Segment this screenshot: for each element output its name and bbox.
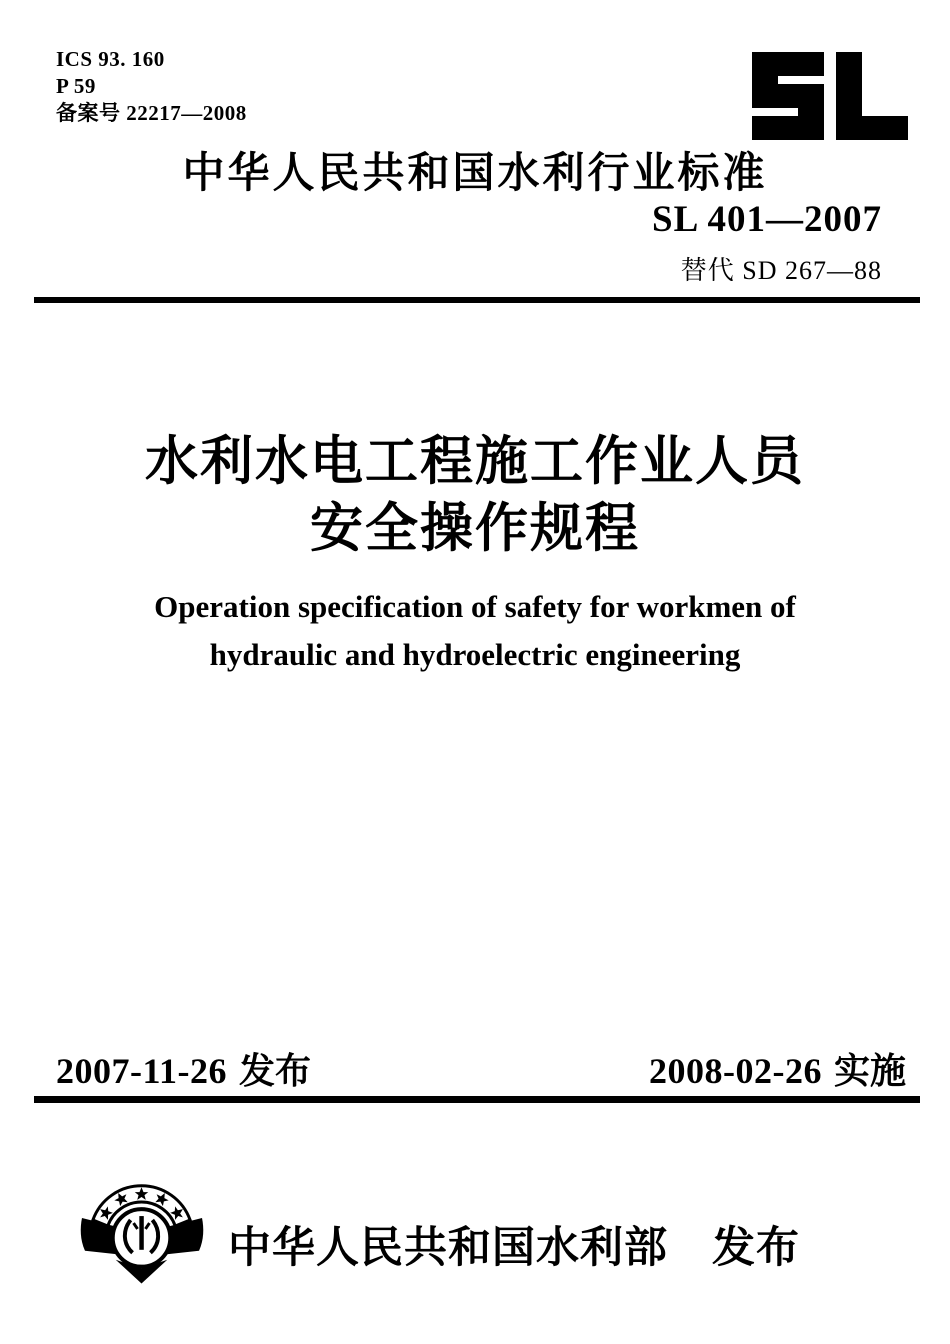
publisher-row <box>228 1214 800 1275</box>
implementation-date-value: 2008-02-26 <box>649 1051 822 1091</box>
standard-type-heading: 中华人民共和国水利行业标准 <box>182 149 768 196</box>
standard-code-block <box>652 198 882 287</box>
sl-logo-icon <box>752 52 908 140</box>
publisher-name: 中华人民共和国水利部 <box>228 1224 668 1272</box>
ics-code: ICS 93. 160 <box>56 47 165 71</box>
title-english-line1: Operation specification of safety for workmen of <box>154 589 796 624</box>
registration-block <box>56 46 247 127</box>
implementation-date <box>649 1043 906 1094</box>
superseded-standard: 替代 SD 267—88 <box>680 256 882 285</box>
title-english <box>0 583 950 679</box>
title-english-line2: hydraulic and hydroelectric engineering <box>209 637 741 672</box>
issue-date-value: 2007-11-26 <box>56 1051 227 1091</box>
doc-class-code: P 59 <box>56 74 96 98</box>
record-number: 备案号 22217—2008 <box>56 101 247 125</box>
top-rule <box>34 297 920 303</box>
dates-row <box>56 1043 906 1094</box>
sl-logo-text <box>908 52 909 53</box>
implementation-date-label: 实施 <box>833 1050 906 1091</box>
bottom-rule <box>34 1096 920 1103</box>
standard-code: SL 401—2007 <box>652 199 882 240</box>
issue-date <box>56 1043 311 1094</box>
ministry-emblem-icon <box>80 1160 204 1290</box>
publish-action-label: 发布 <box>712 1224 800 1272</box>
title-chinese <box>0 428 950 562</box>
title-chinese-line2: 安全操作规程 <box>310 499 640 558</box>
issue-date-label: 发布 <box>239 1050 312 1091</box>
title-chinese-line1: 水利水电工程施工作业人员 <box>145 432 805 491</box>
